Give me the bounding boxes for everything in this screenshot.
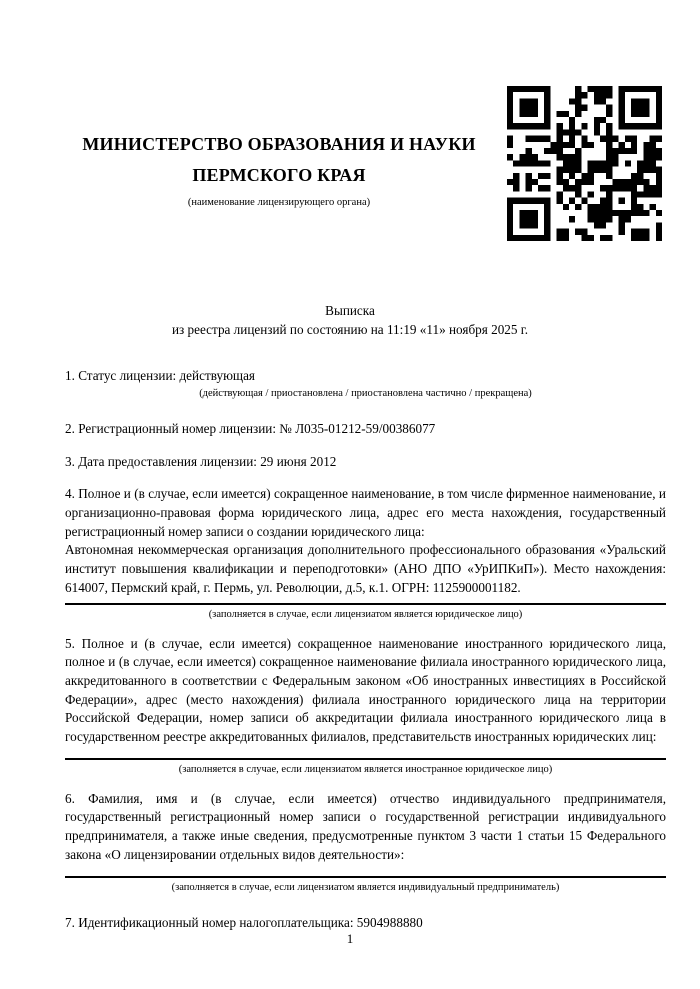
- grant-date-text: 3. Дата предоставления лицензии: 29 июня 2012: [65, 453, 337, 469]
- ministry-name-line2: ПЕРМСКОГО КРАЯ: [192, 165, 366, 185]
- item-legal-entity: [65, 485, 666, 620]
- page-number: 1: [346, 931, 354, 946]
- foreign-entity-description: 5. Полное и (в случае, если имеется) сокращенное наименование иностранного юридического лица, полное и (в случае, если имеется) сокращенное наименование филиала иностранного юридического лица, аккредитованного в соответствии с Федеральным законом «Об иностранных инвестициях в Российской Федерации», адрес (место нахождения) филиала иностранного юридического лица на территории Российской Федерации, номер записи об аккредитации филиала иностранного юридического лица в государственном реестре аккредитованных филиалов, представительств иностранных юридических лиц:: [65, 635, 666, 745]
- field-underline: [65, 876, 666, 878]
- item-foreign-entity: [65, 635, 666, 776]
- foreign-entity-caption: (заполняется в случае, если лицензиатом является иностранное юридическое лицо): [178, 763, 553, 775]
- licensing-authority: [65, 129, 507, 209]
- document-title: [0, 302, 700, 339]
- item-individual-entrepreneur: [65, 790, 666, 894]
- item-taxpayer-number: [65, 914, 666, 933]
- ministry-name-line1: МИНИСТЕРСТВО ОБРАЗОВАНИЯ И НАУКИ: [82, 134, 476, 154]
- legal-entity-value: Автономная некоммерческая организация дополнительного профессионального образования «Уральский институт повышения квалификации и переподготовки» (АНО ДПО «УрИПКиП»). Место нахождения: 614007, Пермский край, г. Пермь, ул. Революции, д.5, к.1. ОГРН: 1125900001182.: [65, 542, 666, 595]
- individual-entrepreneur-description: 6. Фамилия, имя и (в случае, если имеется) отчество индивидуального предпринимателя, государственный регистрационный номер записи о государственной регистрации индивидуального предпринимателя, а также иные сведения, предусмотренные пунктом 3 части 1 статьи 15 Федерального закона «О лицензировании отдельных видов деятельности»:: [65, 790, 666, 862]
- license-status-text: 1. Статус лицензии: действующая: [65, 368, 256, 384]
- item-registration-number: [65, 420, 666, 439]
- item-grant-date: [65, 453, 666, 472]
- legal-entity-description: 4. Полное и (в случае, если имеется) сокращенное наименование, в том числе фирменное наименование, и организационно-правовая форма юридического лица, адрес его места нахождения, государственный регистрационный номер записи о создании юридического лица:: [65, 486, 666, 539]
- field-underline: [65, 758, 666, 760]
- legal-entity-caption: (заполняется в случае, если лицензиатом является юридическое лицо): [208, 608, 523, 620]
- individual-entrepreneur-caption: (заполняется в случае, если лицензиатом является индивидуальный предприниматель): [171, 881, 560, 893]
- document-body: [0, 367, 700, 932]
- taxpayer-number-text: 7. Идентификационный номер налогоплательщика: 5904988880: [65, 914, 423, 930]
- title-line2: из реестра лицензий по состоянию на 11:19 «11» ноября 2025 г.: [171, 321, 529, 337]
- qr-code: [507, 86, 662, 241]
- item-license-status: [65, 367, 666, 400]
- field-underline: [65, 603, 666, 605]
- registration-number-text: 2. Регистрационный номер лицензии: № Л035-01212-59/00386077: [65, 420, 436, 436]
- document-header: [0, 0, 700, 241]
- title-line1: Выписка: [325, 303, 375, 318]
- ministry-caption: (наименование лицензирующего органа): [187, 197, 371, 208]
- license-status-options-caption: (действующая / приостановлена / приостановлена частично / прекращена): [199, 387, 532, 399]
